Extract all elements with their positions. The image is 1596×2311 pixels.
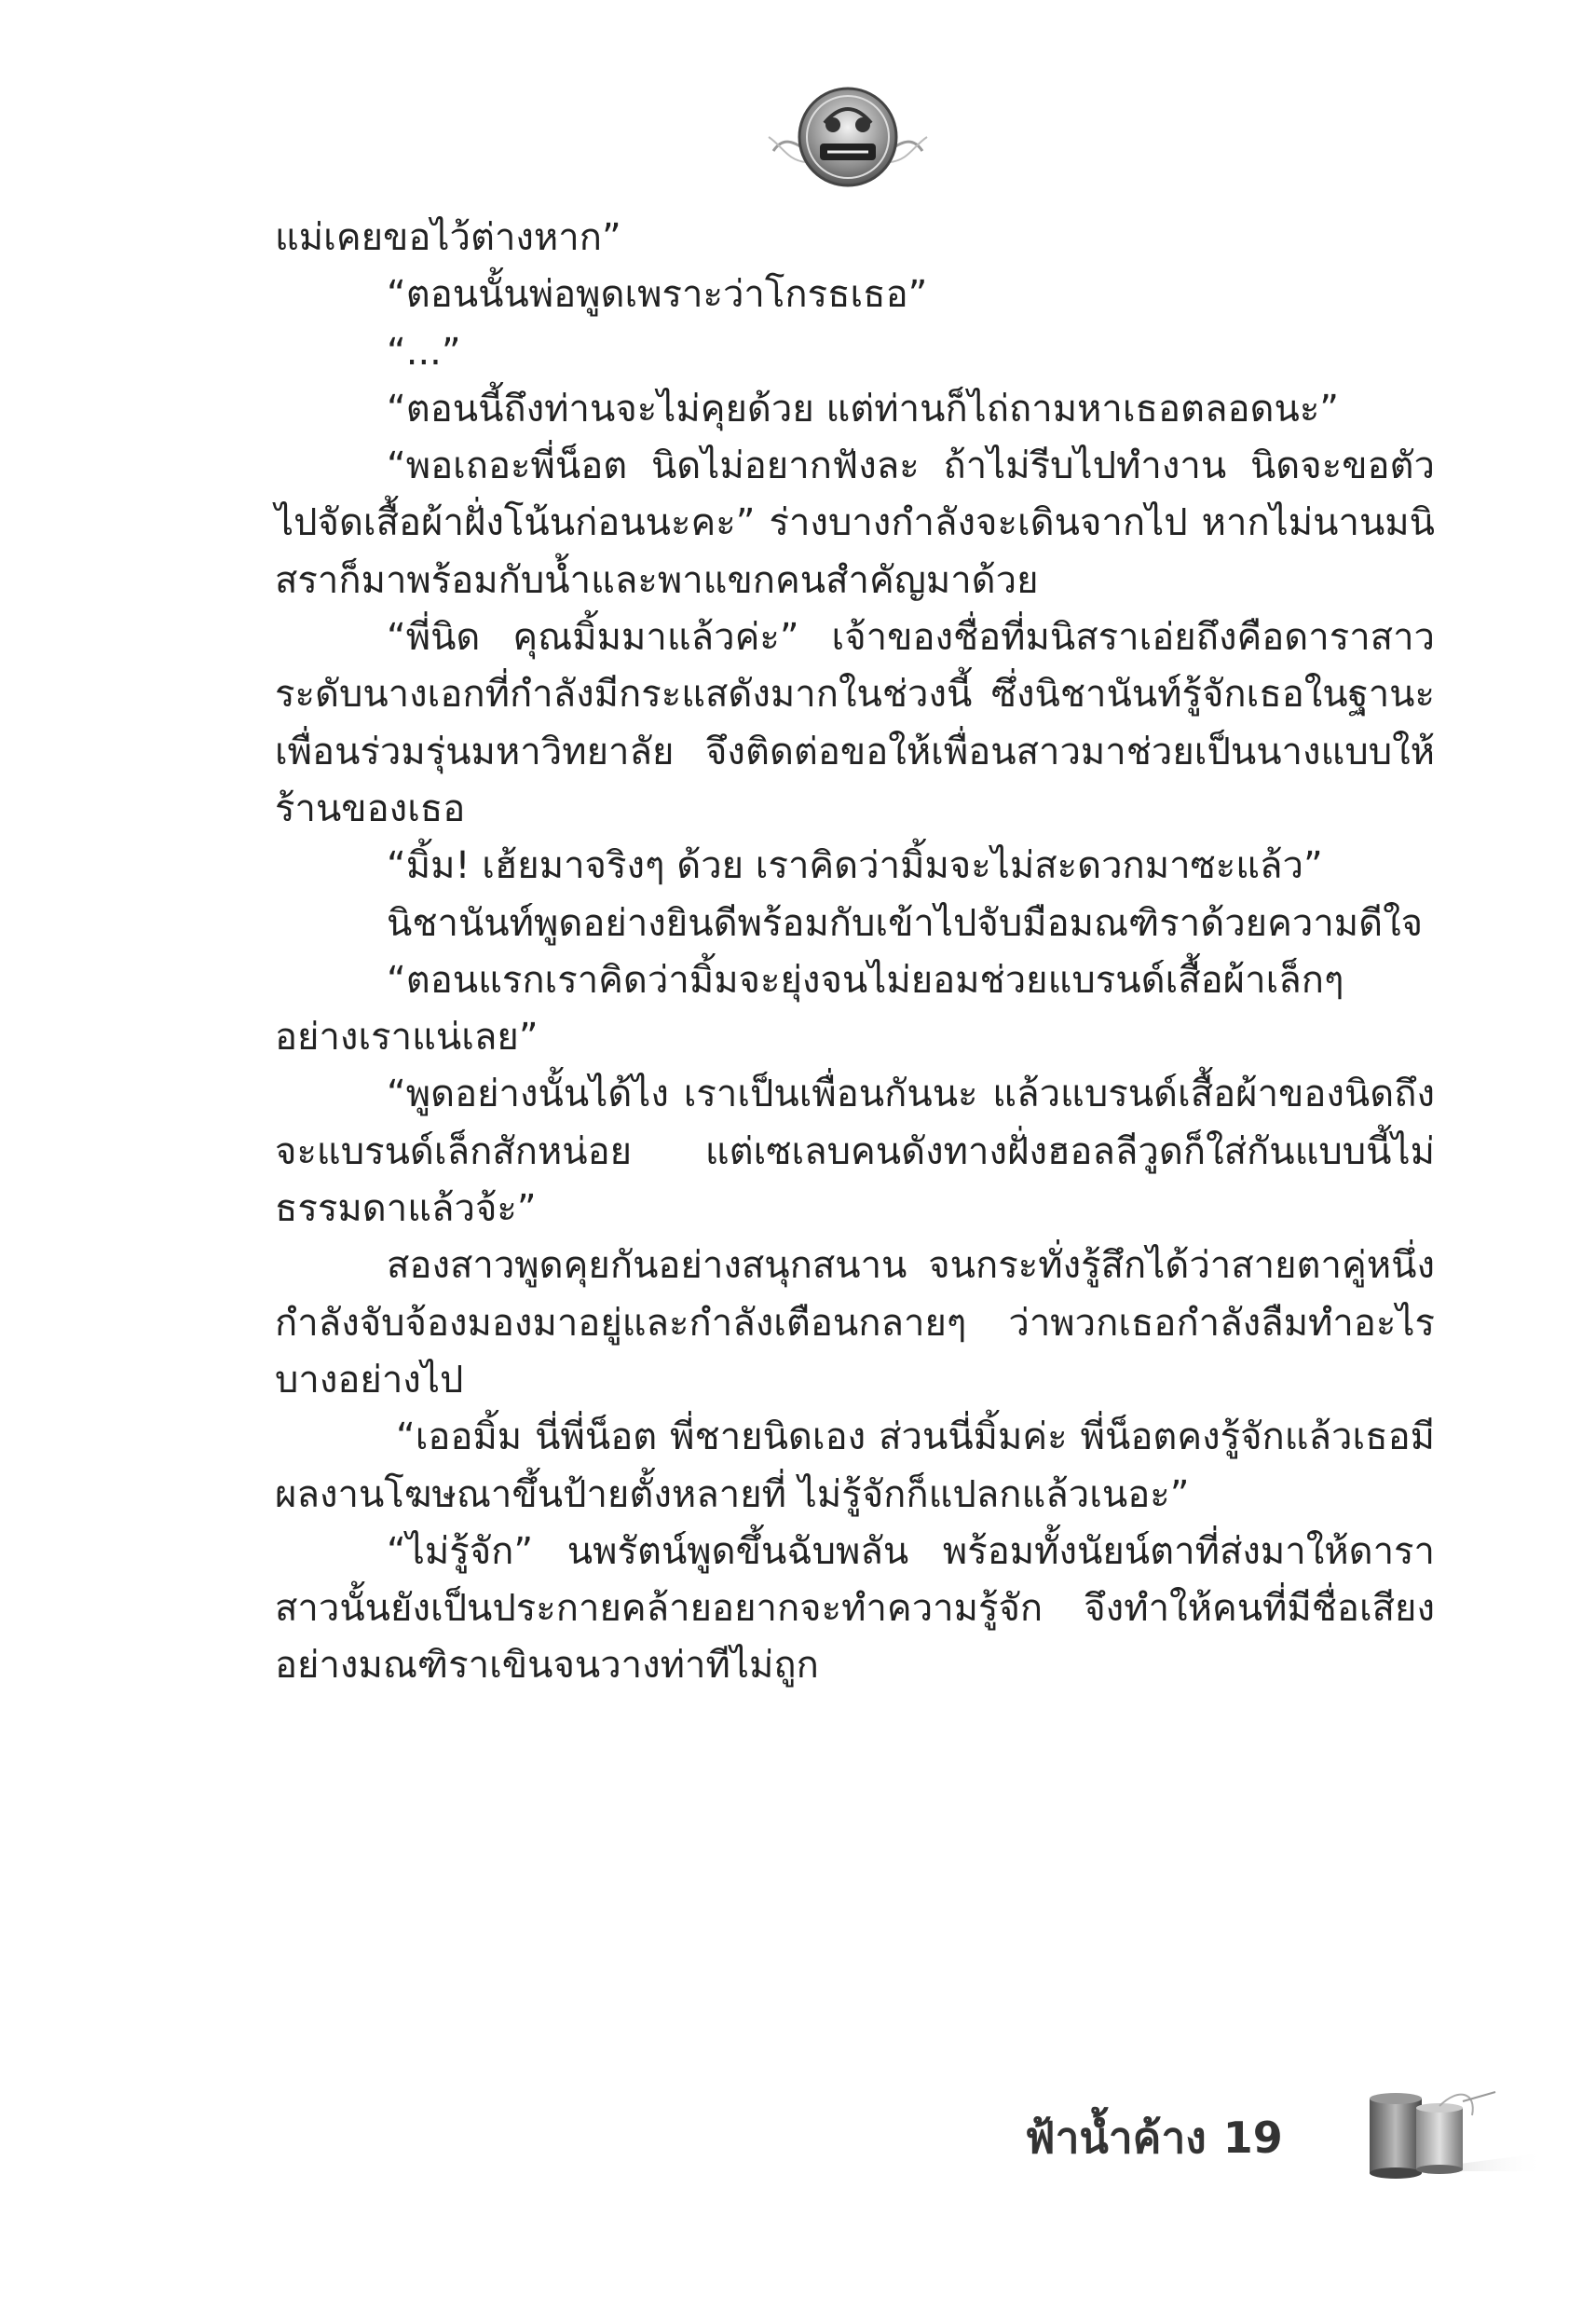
paragraph: สองสาวพูดคุยกันอย่างสนุกสนาน จนกระทั่งรู้สึกได้ว่าสายตาคู่หนึ่งกำลังจับจ้องมองมาอยู่และกำลังเตือนกลายๆ ว่าพวกเธอกำลังลืมทำอะไรบางอย่างไป (275, 1244, 1435, 1402)
thread-spool-icon (1365, 2087, 1551, 2181)
paragraph: แม่เคยขอไว้ต่างหาก” (275, 216, 621, 259)
paragraph: “พอเถอะพี่น็อต นิดไม่อยากฟังละ ถ้าไม่รีบไปทำงาน นิดจะขอตัวไปจัดเสื้อผ้าฝั่งโน้นก่อนนะคะ” ร่างบางกำลังจะเดินจากไป หากไม่นานมนิสราก็มาพร้อมกับน้ำและพาแขกคนสำคัญมาด้วย (275, 444, 1435, 602)
footer-caption (1025, 2104, 1283, 2172)
page-body (275, 210, 1435, 1695)
paragraph: “ตอนแรกเราคิดว่ามิ้มจะยุ่งจนไม่ยอมช่วยแบรนด์เสื้อผ้าเล็กๆ อย่างเราแน่เลย” (275, 958, 1344, 1060)
book-title: ฟ้าน้ำค้าง (1025, 2113, 1207, 2163)
paragraph: “ไม่รู้จัก” นพรัตน์พูดขึ้นฉับพลัน พร้อมทั้งนัยน์ตาที่ส่งมาให้ดาราสาวนั้นยังเป็นประกายคล้ายอยากจะทำความรู้จัก จึงทำให้คนที่มีชื่อเสียงอย่างมณฑิราเขินจนวางท่าทีไม่ถูก (275, 1529, 1435, 1688)
ornament-logo-icon (755, 58, 941, 198)
page-number: 19 (1222, 2113, 1283, 2163)
paragraph: “มิ้ม! เฮ้ยมาจริงๆ ด้วย เราคิดว่ามิ้มจะไม่สะดวกมาซะแล้ว” (387, 844, 1323, 888)
paragraph: “...” (387, 330, 461, 374)
page-footer (1025, 2087, 1547, 2190)
header-logo (755, 58, 941, 198)
paragraph: “ตอนนั้นพ่อพูดเพราะว่าโกรธเธอ” (387, 273, 928, 317)
paragraph: นิชานันท์พูดอย่างยินดีพร้อมกับเข้าไปจับมือมณฑิราด้วยความดีใจ (387, 901, 1424, 945)
paragraph: “ตอนนี้ถึงท่านจะไม่คุยด้วย แต่ท่านก็ไถ่ถามหาเธอตลอดนะ” (387, 387, 1340, 431)
paragraph: “พี่นิด คุณมิ้มมาแล้วค่ะ” เจ้าของชื่อที่มนิสราเอ่ยถึงคือดาราสาวระดับนางเอกที่กำลังมีกระแสดังมากในช่วงนี้ ซึ่งนิชานันท์รู้จักเธอในฐานะเพื่อนร่วมรุ่นมหาวิทยาลัย จึงติดต่อขอให้เพื่อนสาวมาช่วยเป็นนางแบบให้ร้านของเธอ (275, 616, 1435, 830)
paragraph: “พูดอย่างนั้นได้ไง เราเป็นเพื่อนกันนะ แล้วแบรนด์เสื้อผ้าของนิดถึงจะแบรนด์เล็กสักหน่อย แต่เซเลบคนดังทางฝั่งฮอลลีวูดก็ใส่กันแบบนี้ไม่ธรรมดาแล้วจ้ะ” (275, 1073, 1435, 1231)
paragraph: “เออมิ้ม นี่พี่น็อต พี่ชายนิดเอง ส่วนนี่มิ้มค่ะ พี่น็อตคงรู้จักแล้วเธอมีผลงานโฆษณาขึ้นป้ายตั้งหลายที่ ไม่รู้จักก็แปลกแล้วเนอะ” (275, 1415, 1435, 1516)
